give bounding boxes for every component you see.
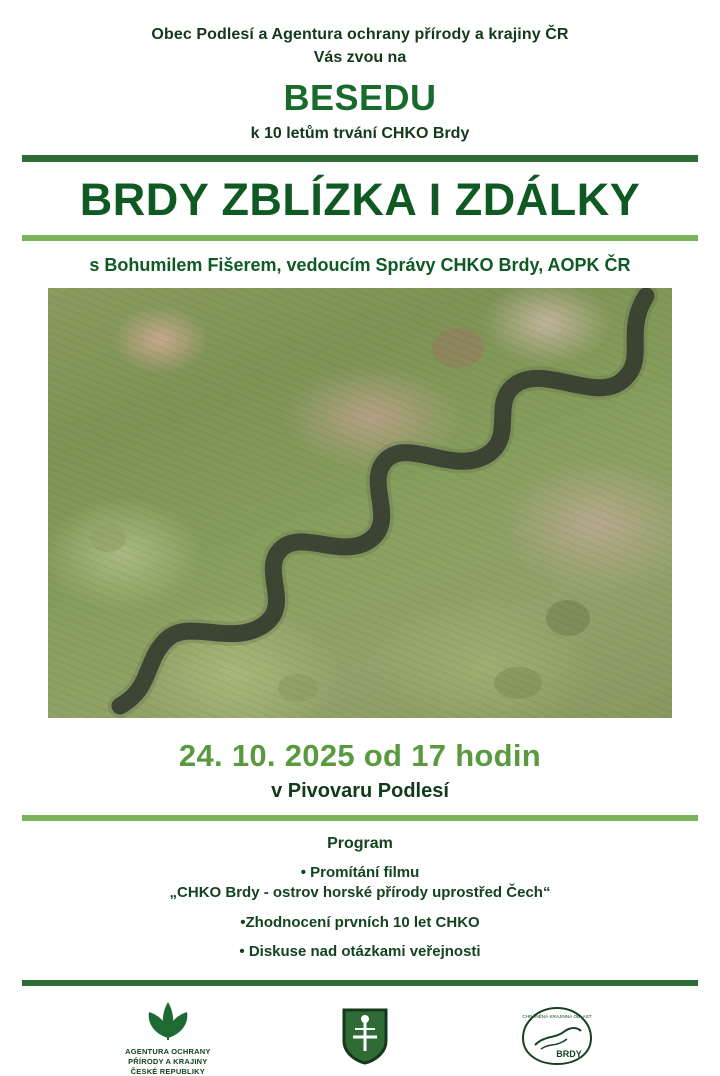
- divider-above-program: [22, 815, 698, 821]
- page-title: BRDY ZBLÍZKA I ZDÁLKY: [79, 173, 641, 225]
- organizers-line: Obec Podlesí a Agentura ochrany přírody a krajiny ČR: [151, 26, 569, 43]
- event-place: v Pivovaru Podlesí: [271, 780, 449, 803]
- chko-brdy-logo-line2: BRDY: [556, 1048, 582, 1059]
- program-item-line: • Diskuse nad otázkami veřejnosti: [239, 942, 481, 960]
- footer-logos: [0, 986, 720, 1076]
- chko-brdy-emblem-icon: [519, 1005, 595, 1067]
- program-item: [0, 863, 720, 904]
- leaf-icon: [139, 1000, 197, 1040]
- photo-background: [48, 288, 672, 718]
- program-section: [0, 835, 720, 962]
- program-title: Program: [327, 835, 393, 853]
- divider-under-title: [22, 235, 698, 241]
- coat-of-arms-icon: [341, 1007, 389, 1065]
- invite-line: Vás zvou na: [313, 48, 407, 66]
- obec-podlesi-znak: [341, 1007, 389, 1070]
- program-item-line: •Zhodnocení prvních 10 let CHKO: [240, 913, 480, 931]
- program-item: [0, 913, 720, 933]
- program-item-sub: „CHKO Brdy - ostrov horské přírody uprostřed Čech“: [169, 884, 551, 902]
- event-datetime: 24. 10. 2025 od 17 hodin: [178, 738, 542, 774]
- chko-brdy-logo-line1: CHRÁNĚNÁ KRAJINNÁ OBLAST: [522, 1013, 592, 1019]
- speaker-line: s Bohumilem Fišerem, vedoucím Správy CHKO Brdy, AOPK ČR: [89, 255, 631, 276]
- program-item: [0, 942, 720, 962]
- aerial-photo: [48, 288, 672, 718]
- chko-brdy-logo: [519, 1005, 595, 1072]
- aopk-logo-line1: AGENTURA OCHRANY: [125, 1047, 211, 1057]
- program-item-line: • Promítání filmu: [300, 864, 420, 882]
- aopk-logo: [125, 1000, 210, 1076]
- anniversary-line: k 10 letům trvání CHKO Brdy: [250, 124, 470, 142]
- photo-texture: [48, 288, 672, 718]
- aopk-logo-line3: ČESKÉ REPUBLIKY: [130, 1066, 205, 1076]
- poster-header: [0, 0, 720, 143]
- aopk-logo-line2: PŘÍRODY A KRAJINY: [128, 1056, 208, 1066]
- divider-top: [22, 155, 698, 162]
- event-type: BESEDU: [283, 76, 437, 118]
